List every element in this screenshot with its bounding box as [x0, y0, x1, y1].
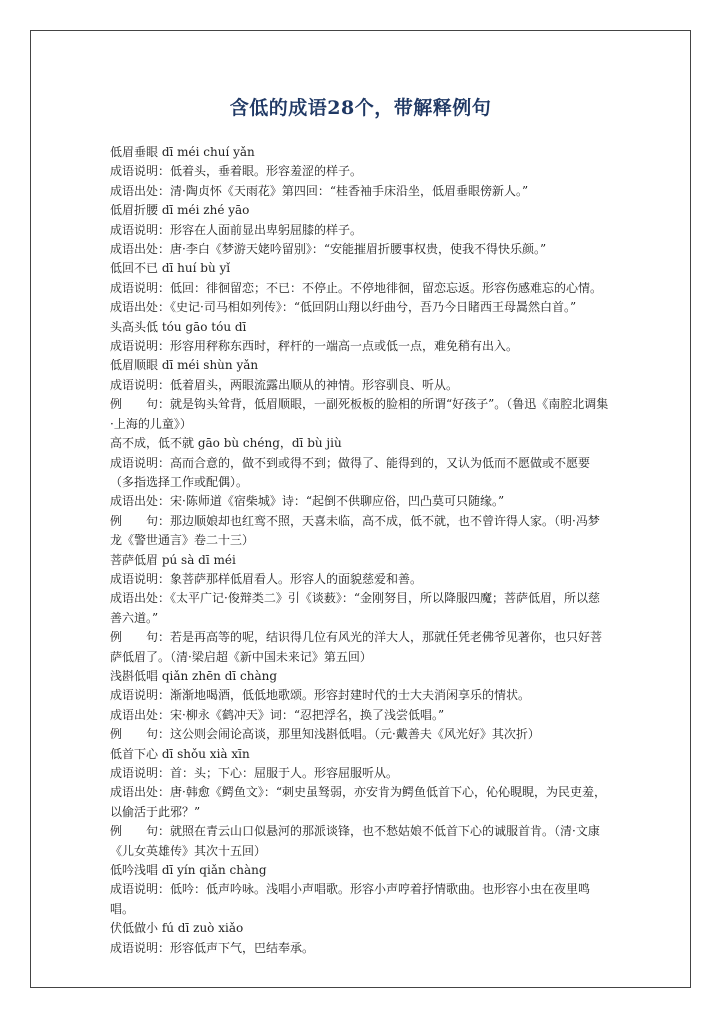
text-line: 低眉折腰 dī méi zhé yāo — [110, 203, 250, 218]
text-line: 低回不已 dī huí bù yǐ — [110, 261, 231, 276]
text-line: 低吟浅唱 dī yín qiǎn chàng — [110, 863, 267, 878]
text-line: 成语出处：宋·陈师道《宿柴城》诗：“起倒不供聊应俗，凹凸莫可只随缘。” — [110, 494, 505, 509]
text-line: 成语说明：低着眉头，两眼流露出顺从的神情。形容驯良、听从。 — [110, 377, 459, 392]
text-line: 例 句：就是钩头耸背，低眉顺眼，一副死板板的脸相的所谓“好孩子”。（鲁迅《南腔北调集·上海的儿童》） — [110, 397, 609, 431]
text-line: 菩萨低眉 pú sà dī méi — [110, 552, 236, 567]
text-line: 成语说明：形容在人面前显出卑躬屈膝的样子。 — [110, 222, 363, 237]
text-line: 成语说明：形容用秤称东西时，秤杆的一端高一点或低一点，难免稍有出入。 — [110, 339, 519, 354]
text-line: 成语说明：低着头，垂着眼。形容羞涩的样子。 — [110, 164, 363, 179]
text-line: 成语出处：唐·李白《梦游天姥吟留别》：“安能摧眉折腰事权贵，使我不得快乐颜。” — [110, 242, 547, 257]
text-line: 成语说明：形容低声下气，巴结奉承。 — [110, 940, 315, 955]
text-line: 低眉顺眼 dī méi shùn yǎn — [110, 358, 259, 373]
text-line: 成语说明：高而合意的，做不到或得不到；做得了、能得到的，又认为低而不愿做或不愿要（多指选择工作或配偶）。 — [110, 455, 591, 489]
document-title: 含低的成语28个，带解释例句 — [229, 97, 492, 119]
text-line: 成语说明：象菩萨那样低眉看人。形容人的面貌慈爱和善。 — [110, 571, 423, 586]
text-line: 成语说明：低吟：低声吟咏。浅唱小声唱歌。形容小声哼着抒情歌曲。也形容小虫在夜里鸣唱。 — [110, 882, 591, 916]
text-line: 头高头低 tóu gāo tóu dī — [110, 319, 247, 334]
text-line: 成语出处：宋·柳永《鹤冲天》词：“忍把浮名，换了浅尝低唱。” — [110, 707, 445, 722]
text-line: 成语出处：清·陶贞怀《天雨花》第四回：“桂香袖手床沿坐，低眉垂眼傍新人。” — [110, 183, 529, 198]
document-body — [110, 143, 610, 958]
text-line: 低眉垂眼 dī méi chuí yǎn — [110, 145, 255, 159]
text-line: 例 句：就照在青云山口似悬河的那派谈锋，也不愁姑娘不低首下心的诚服首肯。（清·文康《儿女英雄传》其次十五回） — [110, 824, 600, 858]
text-line: 成语出处：《史记·司马相如列传》：“低回阴山翔以纡曲兮，吾乃今日睹西王母暠然白首。” — [110, 300, 577, 315]
text-line: 成语说明：低回：徘徊留恋；不已：不停止。不停地徘徊，留恋忘返。形容伤感难忘的心情。 — [110, 280, 603, 295]
text-line: 成语出处：唐·韩愈《鳄鱼文》：“刺史虽驽弱，亦安肯为鳄鱼低首下心，伈伈睍睍，为民吏羞，以偷活于此邪？” — [110, 785, 606, 819]
text-line: 伏低做小 fú dī zuò xiǎo — [110, 921, 244, 936]
text-line: 成语说明：首：头；下心：屈服于人。形容屈服听从。 — [110, 766, 399, 780]
text-line: 例 句：那边顺娘却也红鸾不照，天喜未临，高不成，低不就，也不曾许得人家。（明·冯梦龙《警世通言》卷二十三） — [110, 513, 600, 548]
text-line: 成语出处：《太平广记·俊辩类二》引《谈薮》：“金刚努目，所以降服四魔；菩萨低眉，所以慈善六道。” — [110, 591, 600, 625]
text-line: 浅斟低唱 qiǎn zhēn dī chàng — [110, 668, 278, 683]
text-line: 成语说明：渐渐地喝酒，低低地歌颂。形容封建时代的士大夫消闲享乐的情状。 — [110, 688, 531, 703]
text-line: 低首下心 dī shǒu xià xīn — [110, 746, 250, 761]
text-line: 例 句：这公则会闹论高谈，那里知浅斟低唱。（元·戴善夫《风光好》其次折） — [110, 727, 540, 742]
text-line: 例 句：若是再高等的呢，结识得几位有风光的洋大人，那就任凭老佛爷见著你，也只好菩萨低眉了。（清·梁启超《新中国未来记》第五回） — [110, 630, 603, 664]
text-line: 高不成，低不就 gāo bù chéng，dī bù jiù — [110, 436, 342, 451]
